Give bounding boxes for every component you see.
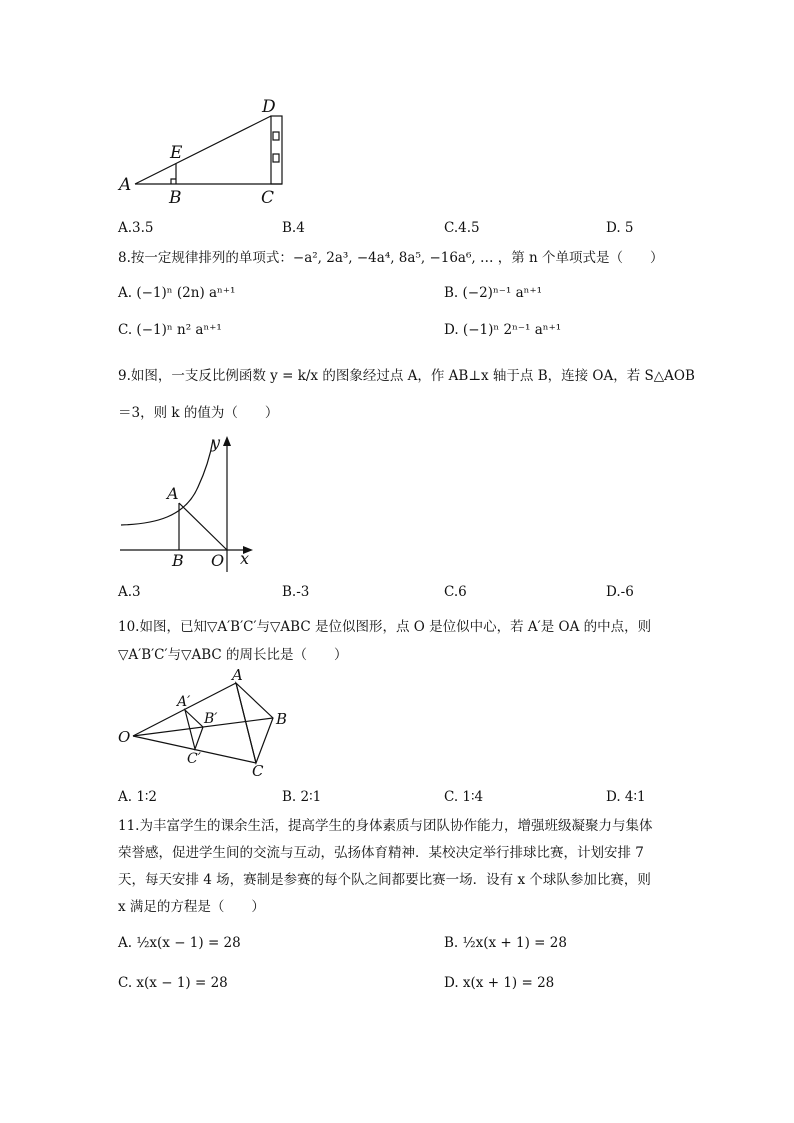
q10-label-A-prime: A′ (177, 694, 191, 710)
q7-label-B: B (169, 188, 182, 208)
q9-label-A: A (167, 484, 179, 503)
q10-label-B-prime: B′ (204, 711, 218, 727)
q10-option-a[interactable]: A. 1∶2 (118, 789, 158, 805)
q8-option-d[interactable]: D. (−1)ⁿ 2ⁿ⁻¹ aⁿ⁺¹ (444, 322, 562, 338)
q10-label-B: B (276, 710, 288, 728)
q7-label-C: C (261, 188, 275, 208)
q10-option-d[interactable]: D. 4∶1 (606, 789, 646, 805)
q9-label-O: O (211, 551, 225, 570)
q10-label-A: A (232, 668, 243, 684)
q7-option-b[interactable]: B.4 (282, 220, 305, 236)
q8-option-b[interactable]: B. (−2)ⁿ⁻¹ aⁿ⁺¹ (444, 285, 543, 301)
q7-label-D: D (262, 97, 276, 117)
q7-option-d[interactable]: D. 5 (606, 220, 634, 236)
q10-label-C-prime: C′ (187, 751, 201, 767)
q9-option-d[interactable]: D.-6 (606, 584, 634, 600)
q8-option-c[interactable]: C. (−1)ⁿ n² aⁿ⁺¹ (118, 322, 222, 338)
q10-label-C: C (252, 762, 264, 780)
q7-label-A: A (119, 175, 132, 195)
q9-option-a[interactable]: A.3 (118, 584, 141, 600)
q11-stem-line4: x 满足的方程是（ ） (118, 899, 265, 915)
q7-option-c[interactable]: C.4.5 (444, 220, 480, 236)
q10-stem-line2: ▽A′B′C′与▽ABC 的周长比是（ ） (118, 647, 348, 663)
q10-label-O: O (118, 728, 131, 746)
q9-label-B: B (172, 551, 184, 570)
q10-option-c[interactable]: C. 1∶4 (444, 789, 484, 805)
q11-stem-line3: 天，每天安排 4 场，赛制是参赛的每个队之间都要比赛一场．设有 x 个球队参加比赛，则 (118, 872, 651, 888)
q9-figure (115, 432, 265, 577)
q10-figure (115, 668, 300, 780)
q9-stem-line1: 9.如图，一支反比例函数 y = k/x 的图象经过点 A，作 AB⊥x 轴于点 B，连接 OA，若 S△AOB (118, 368, 695, 384)
q11-stem-line1: 11.为丰富学生的课余生活，提高学生的身体素质与团队协作能力，增强班级凝聚力与集体 (118, 818, 653, 834)
q7-figure (112, 92, 302, 210)
q9-label-x: x (240, 549, 250, 568)
q8-option-a[interactable]: A. (−1)ⁿ (2n) aⁿ⁺¹ (118, 285, 236, 301)
q9-option-c[interactable]: C.6 (444, 584, 467, 600)
q11-option-b[interactable]: B. ½x(x + 1) = 28 (444, 935, 567, 951)
q11-option-c[interactable]: C. x(x − 1) = 28 (118, 975, 228, 991)
q11-stem-line2: 荣誉感，促进学生间的交流与互动，弘扬体育精神．某校决定举行排球比赛，计划安排 7 (118, 845, 644, 861)
q9-stem-line2: ＝3，则 k 的值为（ ） (118, 405, 279, 421)
q7-label-E: E (170, 143, 183, 163)
q7-option-a[interactable]: A.3.5 (118, 220, 154, 236)
q8-stem: 8.按一定规律排列的单项式：−a², 2a³, −4a⁴, 8a⁵, −16a⁶, … ，第 n 个单项式是（ ） (118, 250, 664, 266)
q11-option-d[interactable]: D. x(x + 1) = 28 (444, 975, 555, 991)
q10-stem-line1: 10.如图，已知▽A′B′C′与▽ABC 是位似图形，点 O 是位似中心，若 A′是 OA 的中点，则 (118, 619, 652, 635)
q9-option-b[interactable]: B.-3 (282, 584, 310, 600)
q9-label-y: y (211, 433, 221, 452)
q11-option-a[interactable]: A. ½x(x − 1) = 28 (118, 935, 241, 951)
q10-option-b[interactable]: B. 2∶1 (282, 789, 322, 805)
